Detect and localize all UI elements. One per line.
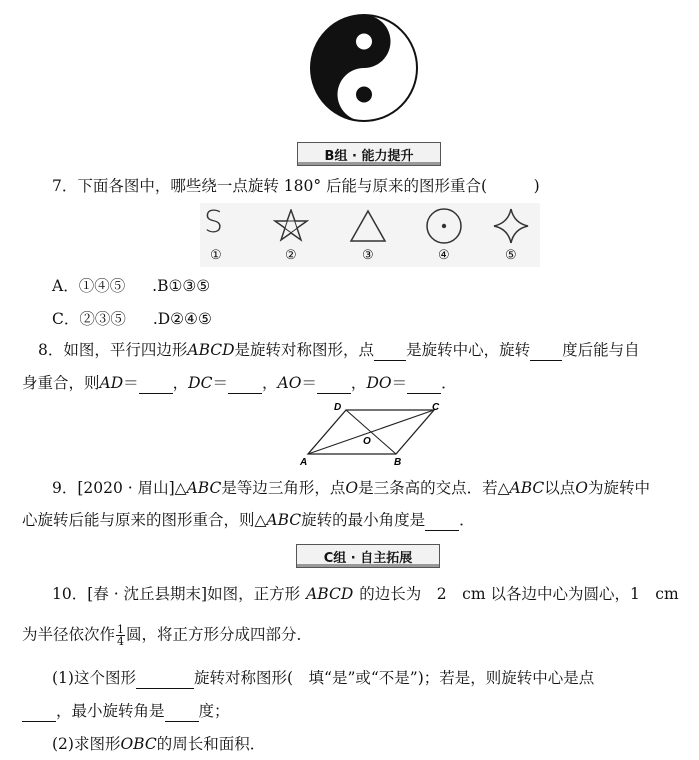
q8-blank-do[interactable] (407, 373, 441, 394)
star-shape (273, 209, 309, 243)
q10-line2: 为半径依次作 $\frac{1}{4}$ 圆，将正方形分成四部分． (22, 623, 313, 648)
option-c: C．②③⑤ (52, 310, 126, 328)
q8-blank-ad[interactable] (139, 373, 173, 394)
section-c-banner: C组 · 自主拓展 (296, 544, 440, 568)
q8-blank-dc[interactable] (228, 373, 262, 394)
parallelogram-figure (296, 400, 446, 468)
vertex-a: A (300, 457, 308, 468)
q10-blank-center[interactable] (22, 701, 56, 722)
s-letter-shape: S (204, 205, 224, 240)
q7-shapes-figure (200, 203, 540, 267)
four-point-star-shape (492, 207, 530, 245)
q7-options-row1 (52, 276, 210, 296)
q8-blank-angle[interactable] (530, 340, 562, 361)
q10-sub1-line2: ，最小旋转角是 度； (22, 701, 230, 722)
section-b-banner: B组 · 能力提升 (297, 142, 441, 166)
q9-line2: 心旋转后能与原来的图形重合，则△ABC旋转的最小角度是 ． (22, 511, 475, 529)
triangle-shape (349, 209, 387, 243)
q9-blank-angle[interactable] (425, 510, 459, 531)
q8-blank-ao[interactable] (317, 373, 351, 394)
shape-label-5: ⑤ (505, 248, 517, 263)
q10-line1: 10．[春 · 沈丘县期末]如图，正方形 ABCD 的边长为 2 cm 以各边中心为圆心，1 cm (52, 585, 679, 603)
fraction-one-quarter: $\frac{1}{4}$ (117, 623, 125, 648)
vertex-b: B (394, 457, 402, 468)
option-b: .B①③⑤ (152, 277, 211, 295)
vertex-c: C (432, 402, 440, 413)
shape-label-1: ① (210, 248, 222, 263)
option-d: .D②④⑤ (152, 310, 212, 328)
shape-label-2: ② (285, 248, 297, 263)
q9-line1: 9．[2020 · 眉山]△ABC是等边三角形，点O是三条高的交点．若△ABC以点O为旋转中 (52, 479, 650, 497)
q8-blank-center[interactable] (374, 340, 406, 361)
shape-label-4: ④ (438, 248, 450, 263)
center-o: O (363, 436, 371, 447)
shape-label-3: ③ (362, 248, 374, 263)
q8-line1: 8．如图，平行四边形ABCD是旋转对称图形，点 是旋转中心，旋转 度后能与自 (38, 341, 640, 359)
q8-line2: 身重合，则AD＝ ，DC＝ ，AO＝ ，DO＝ ． (22, 374, 457, 392)
q10-sub2: (2)求图形OBC的周长和面积． (52, 735, 266, 753)
yin-yang-image (308, 12, 420, 124)
circle-dot-shape (425, 207, 463, 245)
q7-stem: 7．下面各图中，哪些绕一点旋转 180° 后能与原来的图形重合( ) (52, 177, 540, 195)
vertex-d: D (334, 402, 342, 413)
q7-options-row2 (52, 309, 212, 329)
option-a: A．①④⑤ (52, 277, 126, 295)
q10-blank-is-rotational[interactable] (136, 668, 194, 689)
q10-blank-min-angle[interactable] (165, 701, 199, 722)
q10-sub1-line1: (1)这个图形 旋转对称图形( 填“是”或“不是”)；若是，则旋转中心是点 (52, 669, 595, 687)
